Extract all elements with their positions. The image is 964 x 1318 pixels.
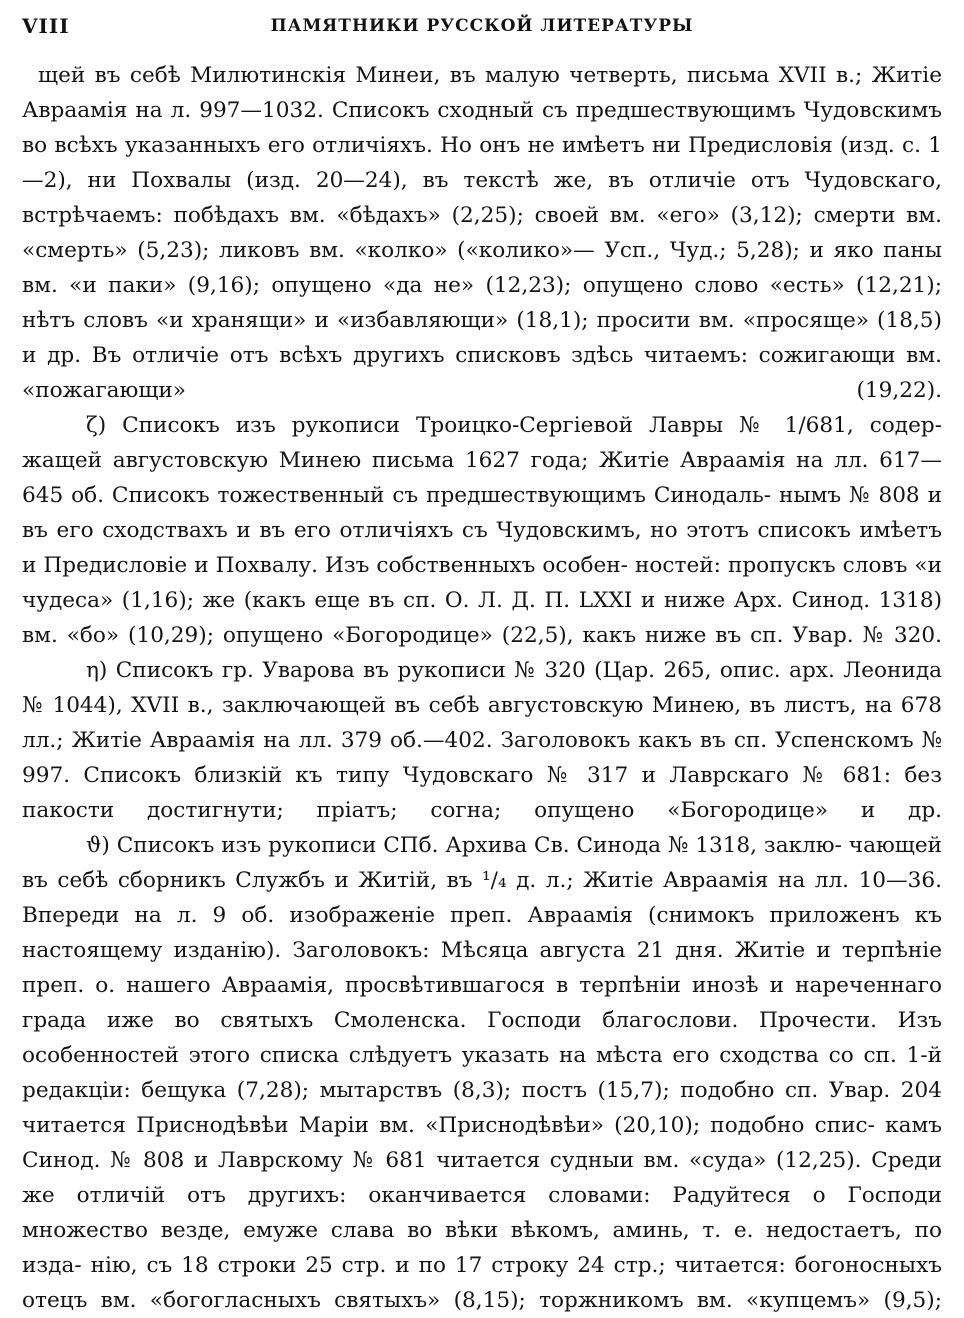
paragraph-zeta [22,408,942,653]
text-line: LXXI и ниже Арх. Синод. 1318) вм. «бо» (10,29); опущено «Богородице» [22,588,942,648]
text-line: щей въ себѣ Милютинскія Минеи, въ малую четверть, письма XVII в.; [38,63,863,88]
page-header [22,8,942,42]
text-line: Чудовскимъ во всѣхъ указанныхъ его отличіяхъ. Но онъ не имѣетъ ни [22,98,942,158]
text-line: на лл. 10—36. Впереди на л. 9 об. изображеніе преп. Авраамія (снимокъ [22,868,942,928]
text-line: ϑ) Списокъ изъ рукописи СПб. Архива Св. Синода № 1318, заклю- [86,833,842,858]
text-line: Житіе и терпѣніе преп. о. нашего Авраамія, просвѣтившагося в терпѣніи инозѣ и [22,938,942,998]
text-line: Предисловія (изд. с. 1—2), ни Похвалы (изд. 20—24), въ текстѣ же, въ [22,133,942,193]
text-line: «Богородице» и др. [667,798,942,823]
text-line: нію, съ 18 строки 25 стр. и по 17 строку 24 стр.; читается: богоносныхъ [90,1253,942,1278]
text-line: 204 читается Приснодѣвѣи Маріи вм. «Приснодѣвѣи» (20,10); подобно спис- [22,1078,942,1138]
text-line: (18,1); просити вм. «просяще» (18,5) и др. Въ отличіе отъ всѣхъ другихъ [22,308,942,368]
text-line: жащей августовскую Минею письма 1627 года; Житіе Авраамія на [22,448,824,473]
text-line: ностей: пропускъ словъ «и чудеса» (1,16); же (какъ еще въ сп. О. Л. Д. П. [22,553,942,613]
text-line: Среди же отличій отъ другихъ: оканчивается словами: Радуйтеся о Господи [22,1148,942,1208]
text-line: нымъ № 808 и въ его сходствахъ и въ его отличіяхъ съ Чудовскимъ, но [22,483,942,543]
text-line: № 317 и Лаврскаго № 681: без пакости достигнути; пріатъ; согна; опущено [22,763,942,823]
text-line: Леонида № 1044), XVII в., заключающей въ себѣ августовскую Минею, [22,658,942,718]
text-line: какъ въ сп. Успенскомъ № 997. Списокъ близкій къ типу Чудовскаго [22,728,942,788]
paragraph-eta [22,653,942,828]
text-line: ζ) Списокъ изъ рукописи Троицко-Сергіевой Лавры № 1/681, содер- [86,413,942,438]
text-line: вм. «его» (3,12); смерти вм. «смерть» (5,23); ликовъ вм. «колко» («колико»— [22,203,942,263]
text-line: камъ Синод. № 808 и Лаврскому № 681 читается судныи вм. «суда» (12,25). [22,1113,942,1173]
text-line: Усп., Чуд.; 5,28); и яко паны вм. «и паки» (9,16); опущено «да не» (12,23); [22,238,942,298]
text-line: чающей въ себѣ сборникъ Службъ и Житій, въ ¹/₄ д. л.; Житіе Авраамія [22,833,942,893]
text-line: (22,5), какъ ниже въ сп. Увар. № 320. [501,623,942,648]
text-line: множество везде, емуже слава во вѣки вѣкомъ, аминь, т. е. недостаетъ, по изда- [22,1218,942,1278]
text-line: отецъ вм. «богогласныхъ святыхъ» (8,15); торжникомъ вм. «купцемъ» (9,5); [22,1288,942,1313]
text-line: приложенъ къ настоящему изданію). Заголовокъ: Мѣсяца августа 21 дня. [22,903,942,963]
text-line: Житіе Авраамія на л. 997—1032. Списокъ сходный съ предшествующимъ [22,63,942,123]
text-line: этотъ списокъ имѣетъ и Предисловіе и Похвалу. Изъ собственныхъ особен- [22,518,942,578]
text-line: списковъ здѣсь читаемъ: сожигающи вм. «пожагающи» (19,22). [22,343,942,403]
text-line: опущено слово «есть» (12,21); нѣтъ словъ «и хранящи» и «избавляющи» [22,273,942,333]
body-text [22,58,942,1318]
paragraph-continuation [22,58,942,408]
text-line: лл. 617—645 об. Списокъ тожественный съ предшествующимъ Синодаль- [22,448,942,508]
text-line: отличіе отъ Чудовскаго, встрѣчаемъ: побѣдахъ вм. «бѣдахъ» (2,25); своей [22,168,942,228]
text-line: нареченнаго града иже во святыхъ Смоленска. Господи благослови. Прочести. Изъ [22,973,942,1033]
running-title: ПАМЯТНИКИ РУССКОЙ ЛИТЕРАТУРЫ [270,16,694,36]
page-number: VIII [22,14,70,38]
text-line: 1-й редакціи: бещука (7,28); мытарствъ (8,3); постъ (15,7); подобно сп. Увар. [22,1043,942,1103]
text-line: особенностей этого списка слѣдуетъ указать на мѣста его сходства со сп. [22,1043,897,1068]
text-line: въ листъ, на 678 лл.; Житіе Авраамія на лл. 379 об.—402. Заголовокъ [22,693,942,753]
paragraph-theta [22,828,942,1318]
text-line: η) Списокъ гр. Уварова въ рукописи № 320 (Цар. 265, опис. арх. [86,658,835,683]
